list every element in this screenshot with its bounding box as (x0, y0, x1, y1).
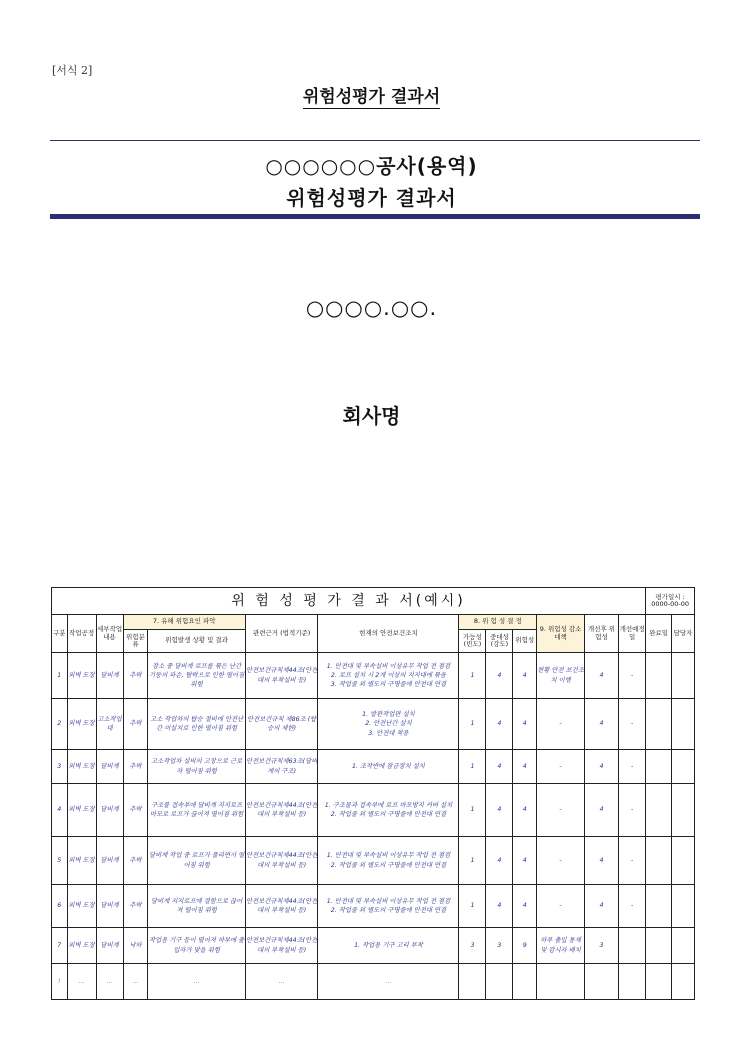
table-row: 2 외벽 도장 고소작업대 추락 고소 작업차의 탑승 절비에 안전난간 미설치로 인한 떨어짐 위험 안전보건규칙 제86조 (탑승의 제한) 1. 발판작업판 설치 2. 안전난간 설치 3. 안전대 착용 1 4 4 - 4 - (52, 699, 695, 750)
cover-company-name: 회사명 (342, 404, 401, 428)
divider-thick (50, 214, 700, 219)
header-detail: 세부작업내용 (96, 615, 123, 653)
header-law: 관련근거 (법적기준) (245, 615, 318, 653)
header-process: 작업공정 (67, 615, 96, 653)
form-title: 위험성평가 결과서 (302, 87, 441, 107)
divider-thin (50, 140, 700, 141)
cover-date: ○○○○.○○. (305, 296, 438, 320)
header-no: 구분 (52, 615, 68, 653)
header-risk: 위험성 (513, 630, 537, 653)
header-done: 완료일 (646, 615, 672, 653)
header-situation: 위험발생 상황 및 결과 (148, 630, 245, 653)
cover-project-name: ○○○○○○공사(용역) (265, 154, 478, 178)
table-row: 5 외벽 도장 달비계 추락 달비계 작업 중 로프가 풀리면서 떨어짐 위험 안전보건규칙제44조(안전대의 부착설비 등) 1. 안전대 및 부속설비 이상유무 작업 전 점검 2. 작업줄 외 별도의 구명줄에 안전대 연결 1 4 4 - 4 - (52, 837, 695, 885)
header-group-8: 8. 위 험 성 결 정 (459, 615, 537, 630)
header-current: 현재의 안전보건조치 (318, 615, 459, 653)
header-plan: 개선예정일 (619, 615, 646, 653)
table-row: 3 외벽 도장 달비계 추락 고소작업차 설비의 고장으로 근로자 떨어짐 위험 안전보건규칙제63조(달비계의 구조) 1. 조작반에 잠금장치 설치 1 4 4 - 4 - (52, 750, 695, 784)
evaluation-date: 평가일시 : 0000-00-00 (646, 588, 695, 615)
header-after: 개선후 위험성 (584, 615, 618, 653)
table-row: 1 외벽 도장 달비계 추락 장소 중 달비계 로프를 묶은 난간 기둥의 파손, 탈락으로 인한 떨어짐 위험 안전보건규칙제44조(안전대의 부착설비 등) 1. 안전대 및 부속설비 이상유무 작업 전 점검 2. 로프 설치 시 2개 이상의 지지대에 묶음 3. 작업줄 외 별도의 구명줄에 안전대 연결 1 4 4 현황 안전 보건조치 이행 4 - (52, 653, 695, 699)
table-row: 6 외벽 도장 달비계 추락 달비계 지지로프에 결함으로 끊어져 떨어짐 위험 안전보건규칙제44조(안전대의 부착설비 등) 1. 안전대 및 부속설비 이상유무 작업 전 점검 2. 작업줄 외 별도의 구명줄에 안전대 연결 1 4 4 - 4 - (52, 885, 695, 928)
header-type: 위험분류 (123, 630, 148, 653)
header-freq: 가능성 (빈도) (459, 630, 486, 653)
cover-report-title: 위험성평가 결과서 (286, 186, 457, 210)
header-group-7: 7. 유해 위험요인 파악 (123, 615, 245, 630)
risk-assessment-table (51, 587, 695, 1000)
form-number: [서식 2] (52, 64, 93, 77)
table-row: ! ... ... ... ... ... ... (52, 964, 695, 1000)
table-row: 4 외벽 도장 달비계 추락 구조물 접속부에 달비계 지지로프 마모로 로프가 끊어져 떨어짐 위험 안전보건규칙제44조(안전대의 부착설비 등) 1. 구조물과 접속부에 로프 마모방지 커버 설치 2. 작업줄 외 별도의 구명줄에 안전대 연결 1 4 4 - 4 - (52, 784, 695, 837)
header-measure: 9. 위험성 감소대책 (537, 615, 585, 653)
table-row: 7 외벽 도장 달비계 낙하 작업용 기구 등이 떨어져 하부에 출입자가 맞을 위험 안전보건규칙제44조(안전대의 부착설비 등) 1. 작업용 기구 고리 부착 3 3 9 하부 출입 통제 및 감시자 배치 3 (52, 928, 695, 964)
header-sev: 중대성 (강도) (486, 630, 513, 653)
header-owner: 담당자 (672, 615, 695, 653)
table-title: 위 험 성 평 가 결 과 서(예시) (52, 588, 646, 615)
